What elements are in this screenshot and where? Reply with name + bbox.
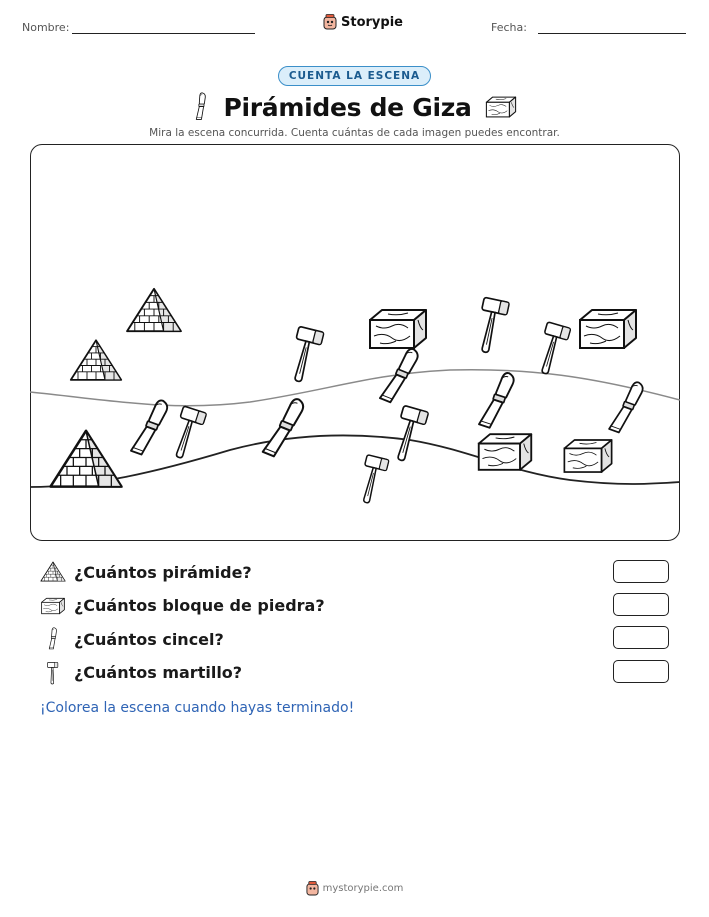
question-row (40, 627, 680, 651)
hammer-icon (40, 661, 66, 685)
stone-block-1 (370, 310, 426, 348)
pyramid-3 (51, 431, 122, 487)
question-row (40, 560, 680, 584)
hammer-4 (534, 322, 571, 377)
brand-name: Storypie (341, 14, 403, 30)
hammer-3 (473, 297, 509, 355)
stone-block-4 (564, 440, 611, 472)
date-line[interactable] (538, 33, 686, 34)
pyramid-2 (71, 340, 121, 380)
chisel-3 (380, 344, 420, 405)
instructions: Mira la escena concurrida. Cuenta cuántas de cada imagen puedes encontrar. (149, 127, 560, 139)
question-row (40, 661, 680, 685)
chisel-2 (263, 394, 306, 459)
title-row (0, 92, 709, 122)
chisel-icon (191, 92, 211, 122)
chisel-1 (131, 396, 169, 457)
dune-line-far (30, 370, 680, 406)
name-line[interactable] (72, 33, 255, 34)
pyramid-1 (127, 289, 181, 331)
storypie-logo-icon (306, 881, 319, 896)
hammer-2 (286, 326, 324, 384)
chisel-4 (479, 369, 516, 430)
answer-box-pyramid[interactable] (613, 560, 669, 583)
answer-box-stone-block[interactable] (613, 593, 669, 616)
scene-illustration[interactable] (30, 144, 680, 541)
brand (323, 14, 403, 30)
footer-brand (306, 881, 404, 896)
question-text: ¿Cuántos martillo? (74, 663, 243, 682)
stone-block-3 (479, 434, 532, 470)
date-label: Fecha: (491, 21, 527, 34)
storypie-logo-icon (323, 14, 337, 30)
stone-block-icon (484, 95, 518, 119)
footer-site[interactable]: mystorypie.com (322, 883, 404, 894)
pyramid-icon (40, 561, 66, 583)
questions-list (40, 560, 680, 685)
badge-wrap (0, 66, 709, 86)
question-text: ¿Cuántos pirámide? (74, 562, 252, 582)
stone-block-icon (40, 596, 66, 616)
section-badge: CUENTA LA ESCENA (278, 66, 431, 86)
hammer-5 (389, 405, 428, 464)
question-text: ¿Cuántos bloque de piedra? (74, 596, 325, 615)
page-title: Pirámides de Giza (223, 92, 472, 122)
question-text: ¿Cuántos cincel? (74, 629, 224, 649)
scene-frame[interactable] (30, 144, 680, 541)
answer-box-hammer[interactable] (613, 660, 669, 683)
chisel-icon (40, 627, 66, 651)
footer (0, 881, 709, 896)
answer-box-chisel[interactable] (613, 626, 669, 649)
name-label: Nombre: (22, 21, 70, 34)
stone-block-2 (580, 310, 636, 348)
hammer-6 (356, 455, 389, 506)
closing-note: ¡Colorea la escena cuando hayas terminado! (40, 700, 355, 716)
hammer-1 (168, 406, 206, 461)
question-row (40, 594, 680, 618)
